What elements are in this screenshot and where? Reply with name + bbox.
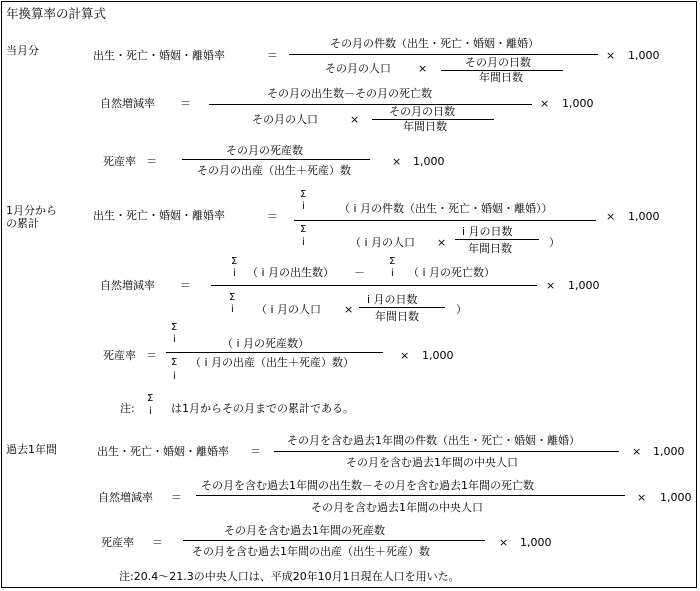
sigma-icon: Σ: [231, 256, 238, 267]
cum-days: i 月の日数: [367, 293, 418, 306]
minus-sign: －: [354, 266, 365, 279]
monthly-still-denominator: その月の出産（出生＋死産）数: [197, 164, 351, 177]
equals-sign: ＝: [267, 49, 278, 62]
monthly-rate-numerator: その月の件数（出生・死亡・婚姻・離婚）: [330, 37, 539, 50]
multiplier: 1,000: [628, 210, 660, 223]
label-rates-cumulative: 出生・死亡・婚姻・離婚率: [93, 209, 225, 222]
cum-births: （ i 月の出生数）: [247, 266, 335, 279]
multiplier: 1,000: [653, 445, 685, 458]
fraction-bar: [211, 285, 537, 286]
monthly-days: その月の日数: [465, 56, 531, 69]
sigma-index: i: [149, 406, 152, 417]
times-sign: ×: [499, 536, 509, 549]
equals-sign: ＝: [180, 97, 191, 110]
label-natural-annual: 自然増減率: [98, 491, 153, 504]
monthly-pop: その月の人口: [325, 62, 391, 75]
section-monthly: 当月分: [6, 44, 39, 57]
close-paren: ）: [549, 236, 560, 249]
footer-note: 注:20.4～21.3の中央人口は、平成20年10月1日現在人口を用いた。: [119, 570, 460, 583]
times-sign: ×: [344, 303, 354, 316]
label-stillbirth-cumulative: 死産率: [103, 349, 136, 362]
label-natural-monthly: 自然増減率: [100, 97, 155, 110]
annual-still-denominator: その月を含む過去1年間の出産（出生＋死産）数: [192, 545, 430, 558]
cumulative-note-text: は1月からその月までの累計である。: [171, 402, 354, 415]
annual-mid-pop: その月を含む過去1年間の中央人口: [311, 501, 483, 514]
section-cumulative-2: の累計: [6, 217, 39, 230]
label-stillbirth-annual: 死産率: [101, 536, 134, 549]
year-days: 年間日数: [479, 71, 523, 84]
sigma-icon: Σ: [229, 292, 236, 303]
year-days: 年間日数: [468, 242, 512, 255]
times-sign: ×: [392, 155, 402, 168]
sigma-index: i: [233, 268, 236, 279]
monthly-ni-numerator: その月の出生数－その月の死亡数: [267, 87, 432, 100]
times-sign: ×: [632, 445, 642, 458]
sigma-index: i: [302, 237, 305, 248]
multiplier: 1,000: [413, 155, 445, 168]
sigma-icon: Σ: [171, 357, 178, 368]
cumulative-note-label: 注:: [120, 402, 135, 415]
sigma-index: i: [391, 268, 394, 279]
monthly-still-numerator: その月の死産数: [226, 144, 303, 157]
sigma-index: i: [302, 201, 305, 212]
multiplier: 1,000: [562, 97, 594, 110]
sigma-index: i: [173, 334, 176, 345]
fraction-bar: [455, 239, 539, 240]
fraction-bar: [294, 220, 596, 221]
cum-pop: （ i 月の人口: [350, 236, 416, 249]
sigma-index: i: [173, 371, 176, 382]
multiplier: 1,000: [628, 49, 660, 62]
label-natural-cumulative: 自然増減率: [100, 279, 155, 292]
equals-sign: ＝: [180, 279, 191, 292]
sigma-icon: Σ: [147, 393, 154, 404]
sigma-index: i: [231, 304, 234, 315]
fraction-bar: [209, 104, 532, 105]
times-sign: ×: [437, 236, 447, 249]
times-sign: ×: [350, 113, 360, 126]
multiplier: 1,000: [660, 491, 692, 504]
sigma-icon: Σ: [389, 256, 396, 267]
monthly-pop: その月の人口: [252, 113, 318, 126]
multiplier: 1,000: [568, 279, 600, 292]
sigma-icon: Σ: [171, 322, 178, 333]
times-sign: ×: [606, 210, 616, 223]
cum-still-numerator: （ i 月の死産数）: [222, 337, 310, 350]
cum-days: i 月の日数: [462, 225, 513, 238]
multiplier: 1,000: [422, 349, 454, 362]
cum-pop: （ i 月の人口: [256, 303, 322, 316]
label-rates-annual: 出生・死亡・婚姻・離婚率: [97, 445, 229, 458]
annual-still-numerator: その月を含む過去1年間の死産数: [224, 524, 385, 537]
year-days: 年間日数: [375, 310, 419, 323]
equals-sign: ＝: [250, 445, 261, 458]
equals-sign: ＝: [152, 536, 163, 549]
sigma-icon: Σ: [300, 224, 307, 235]
label-rates-monthly: 出生・死亡・婚姻・離婚率: [93, 49, 225, 62]
fraction-bar: [166, 352, 383, 353]
fraction-bar: [182, 159, 370, 160]
times-sign: ×: [418, 62, 428, 75]
cum-deaths: （ i 月の死亡数）: [408, 266, 496, 279]
close-paren: ）: [456, 303, 467, 316]
fraction-bar: [196, 495, 625, 496]
times-sign: ×: [606, 49, 616, 62]
year-days: 年間日数: [403, 120, 447, 133]
monthly-days: その月の日数: [389, 105, 455, 118]
fraction-bar: [289, 54, 598, 55]
cum-still-denominator: （ i 月の出産（出生＋死産）数）: [190, 356, 355, 369]
multiplier: 1,000: [520, 536, 552, 549]
equals-sign: ＝: [171, 491, 182, 504]
label-stillbirth-monthly: 死産率: [103, 155, 136, 168]
times-sign: ×: [637, 491, 647, 504]
times-sign: ×: [400, 349, 410, 362]
cum-rate-numerator: （ i 月の件数（出生・死亡・婚姻・離婚））: [339, 202, 553, 215]
annual-rate-numerator: その月を含む過去1年間の件数（出生・死亡・婚姻・離婚）: [287, 434, 580, 447]
times-sign: ×: [546, 279, 556, 292]
annual-mid-pop: その月を含む過去1年間の中央人口: [346, 456, 518, 469]
page-title: 年換算率の計算式: [6, 6, 107, 21]
annual-ni-numerator: その月を含む過去1年間の出生数－その月を含む過去1年間の死亡数: [201, 479, 534, 492]
equals-sign: ＝: [146, 155, 157, 168]
equals-sign: ＝: [267, 210, 278, 223]
section-cumulative: 1月分から: [6, 204, 57, 217]
equals-sign: ＝: [146, 349, 157, 362]
sigma-icon: Σ: [300, 189, 307, 200]
fraction-bar: [274, 451, 619, 452]
section-annual: 過去1年間: [6, 443, 57, 456]
fraction-bar: [359, 307, 445, 308]
times-sign: ×: [540, 97, 550, 110]
fraction-bar: [183, 540, 485, 541]
